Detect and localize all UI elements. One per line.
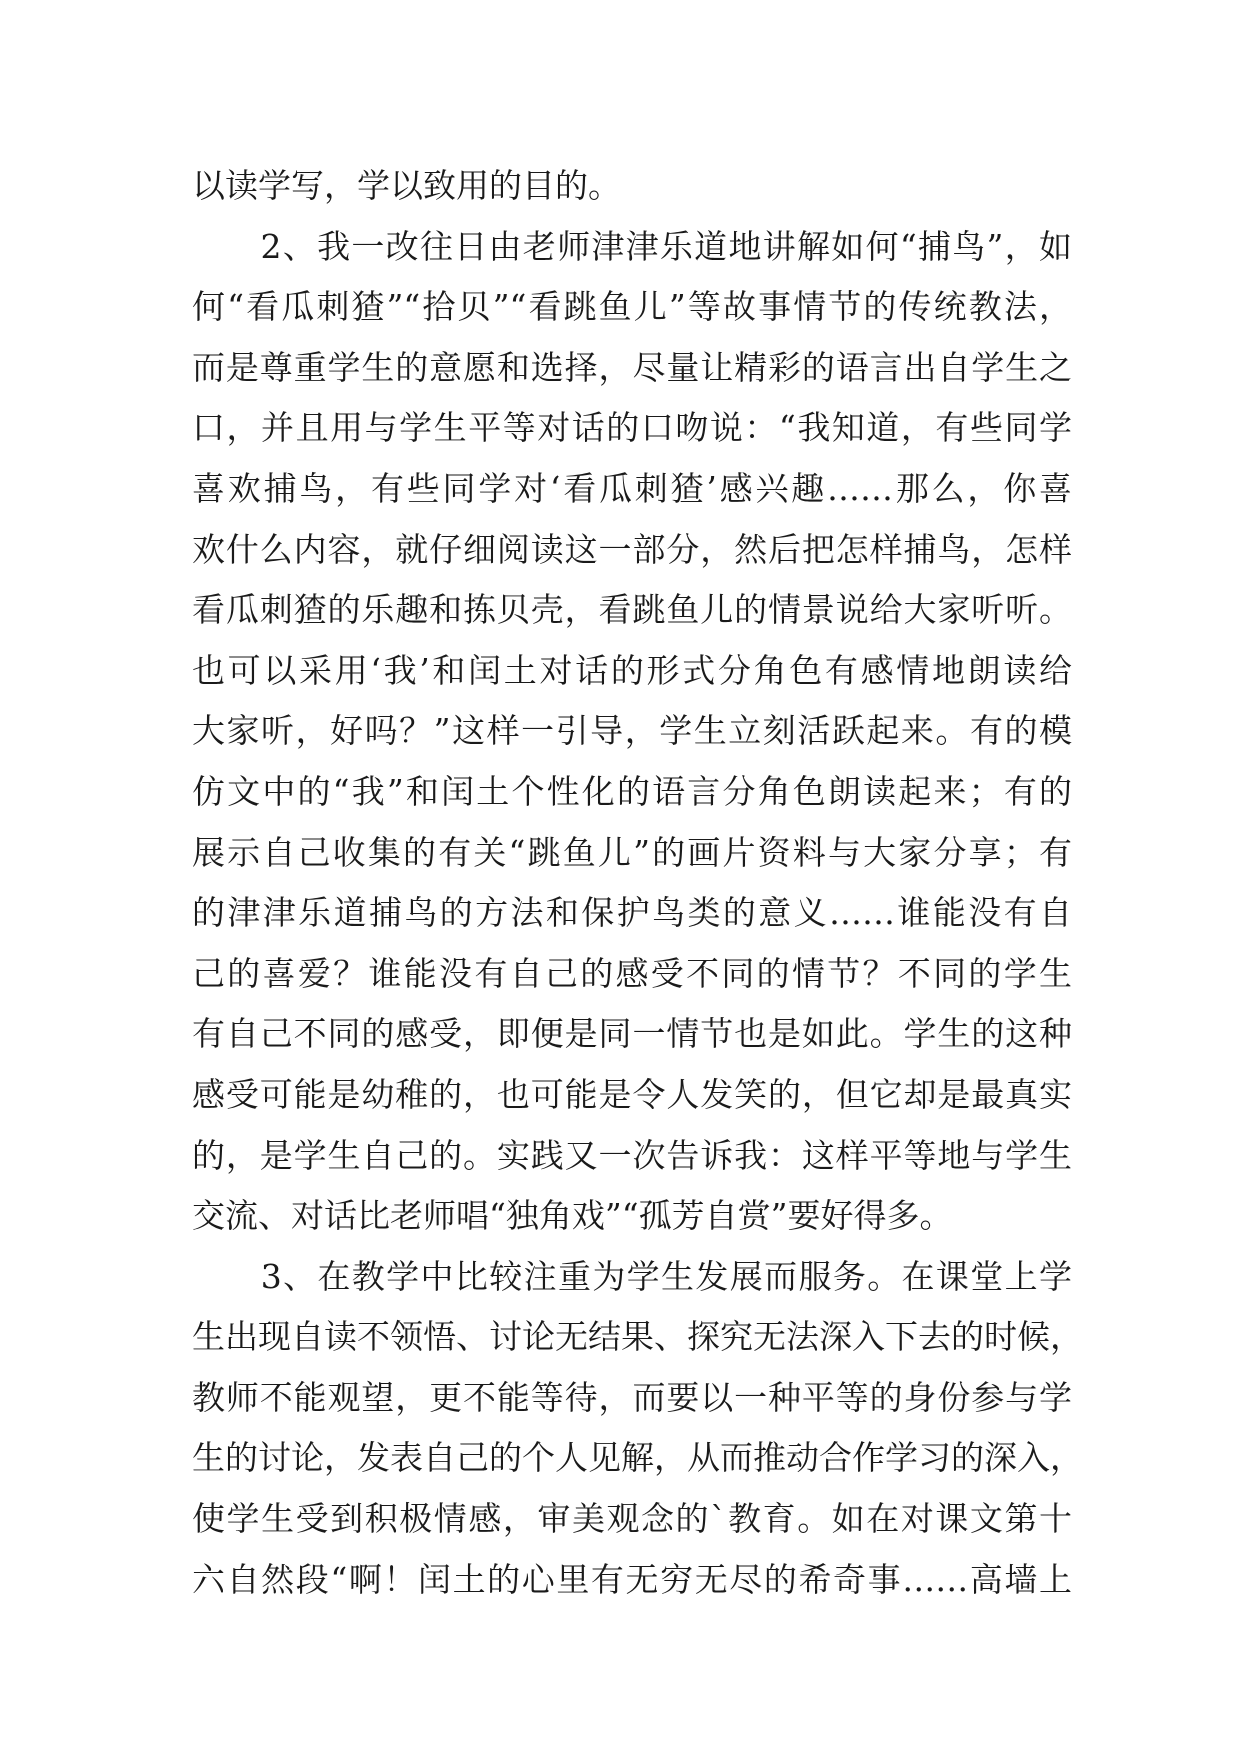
text-line-22: 生的讨论，发表自己的个人见解，从而推动合作学习的深入， xyxy=(192,1438,1083,1478)
text-line-12: 展示自己收集的有关“跳鱼儿”的画片资料与大家分享；有 xyxy=(192,832,1072,872)
text-line-6: 喜欢捕鸟，有些同学对‘看瓜刺猹’感兴趣……那么，你喜 xyxy=(192,468,1072,508)
text-line-15: 有自己不同的感受，即便是同一情节也是如此。学生的这种 xyxy=(192,1014,1072,1054)
text-line-17: 的，是学生自己的。实践又一次告诉我：这样平等地与学生 xyxy=(192,1135,1072,1175)
text-line-20: 生出现自读不领悟、讨论无结果、探究无法深入下去的时候， xyxy=(192,1317,1083,1357)
text-line-1: 以读学写，学以致用的目的。 xyxy=(192,166,621,205)
text-line-16: 感受可能是幼稚的，也可能是令人发笑的，但它却是最真实 xyxy=(192,1074,1072,1114)
text-line-4: 而是尊重学生的意愿和选择，尽量让精彩的语言出自学生之 xyxy=(192,347,1072,387)
text-line-14: 己的喜爱？谁能没有自己的感受不同的情节？不同的学生 xyxy=(192,953,1072,993)
text-line-9: 也可以采用‘我’和闰土对话的形式分角色有感情地朗读给 xyxy=(192,650,1072,690)
text-line-24: 六自然段“啊！闰土的心里有无穷无尽的希奇事……高墙上 xyxy=(192,1559,1072,1599)
text-line-18: 交流、对话比老师唱“独角戏”“孤芳自赏”要好得多。 xyxy=(192,1196,953,1236)
body-text xyxy=(192,156,1083,1610)
text-line-8: 看瓜刺猹的乐趣和拣贝壳，看跳鱼儿的情景说给大家听听。 xyxy=(192,590,1072,630)
text-line-5: 口，并且用与学生平等对话的口吻说：“我知道，有些同学 xyxy=(192,408,1072,448)
text-line-13: 的津津乐道捕鸟的方法和保护鸟类的意义……谁能没有自 xyxy=(192,893,1072,933)
text-line-19: 3、在教学中比较注重为学生发展而服务。在课堂上学 xyxy=(192,1256,1072,1296)
text-line-2: 2、我一改往日由老师津津乐道地讲解如何“捕鸟”，如 xyxy=(192,226,1072,266)
text-line-10: 大家听，好吗？”这样一引导，学生立刻活跃起来。有的模 xyxy=(192,711,1072,751)
text-line-3: 何“看瓜刺猹”“拾贝”“看跳鱼儿”等故事情节的传统教法， xyxy=(192,287,1072,327)
text-line-7: 欢什么内容，就仔细阅读这一部分，然后把怎样捕鸟，怎样 xyxy=(192,529,1072,569)
text-line-21: 教师不能观望，更不能等待，而要以一种平等的身份参与学 xyxy=(192,1377,1072,1417)
text-line-11: 仿文中的“我”和闰土个性化的语言分角色朗读起来；有的 xyxy=(192,771,1072,811)
text-line-23: 使学生受到积极情感，审美观念的`教育。如在对课文第十 xyxy=(192,1499,1072,1539)
